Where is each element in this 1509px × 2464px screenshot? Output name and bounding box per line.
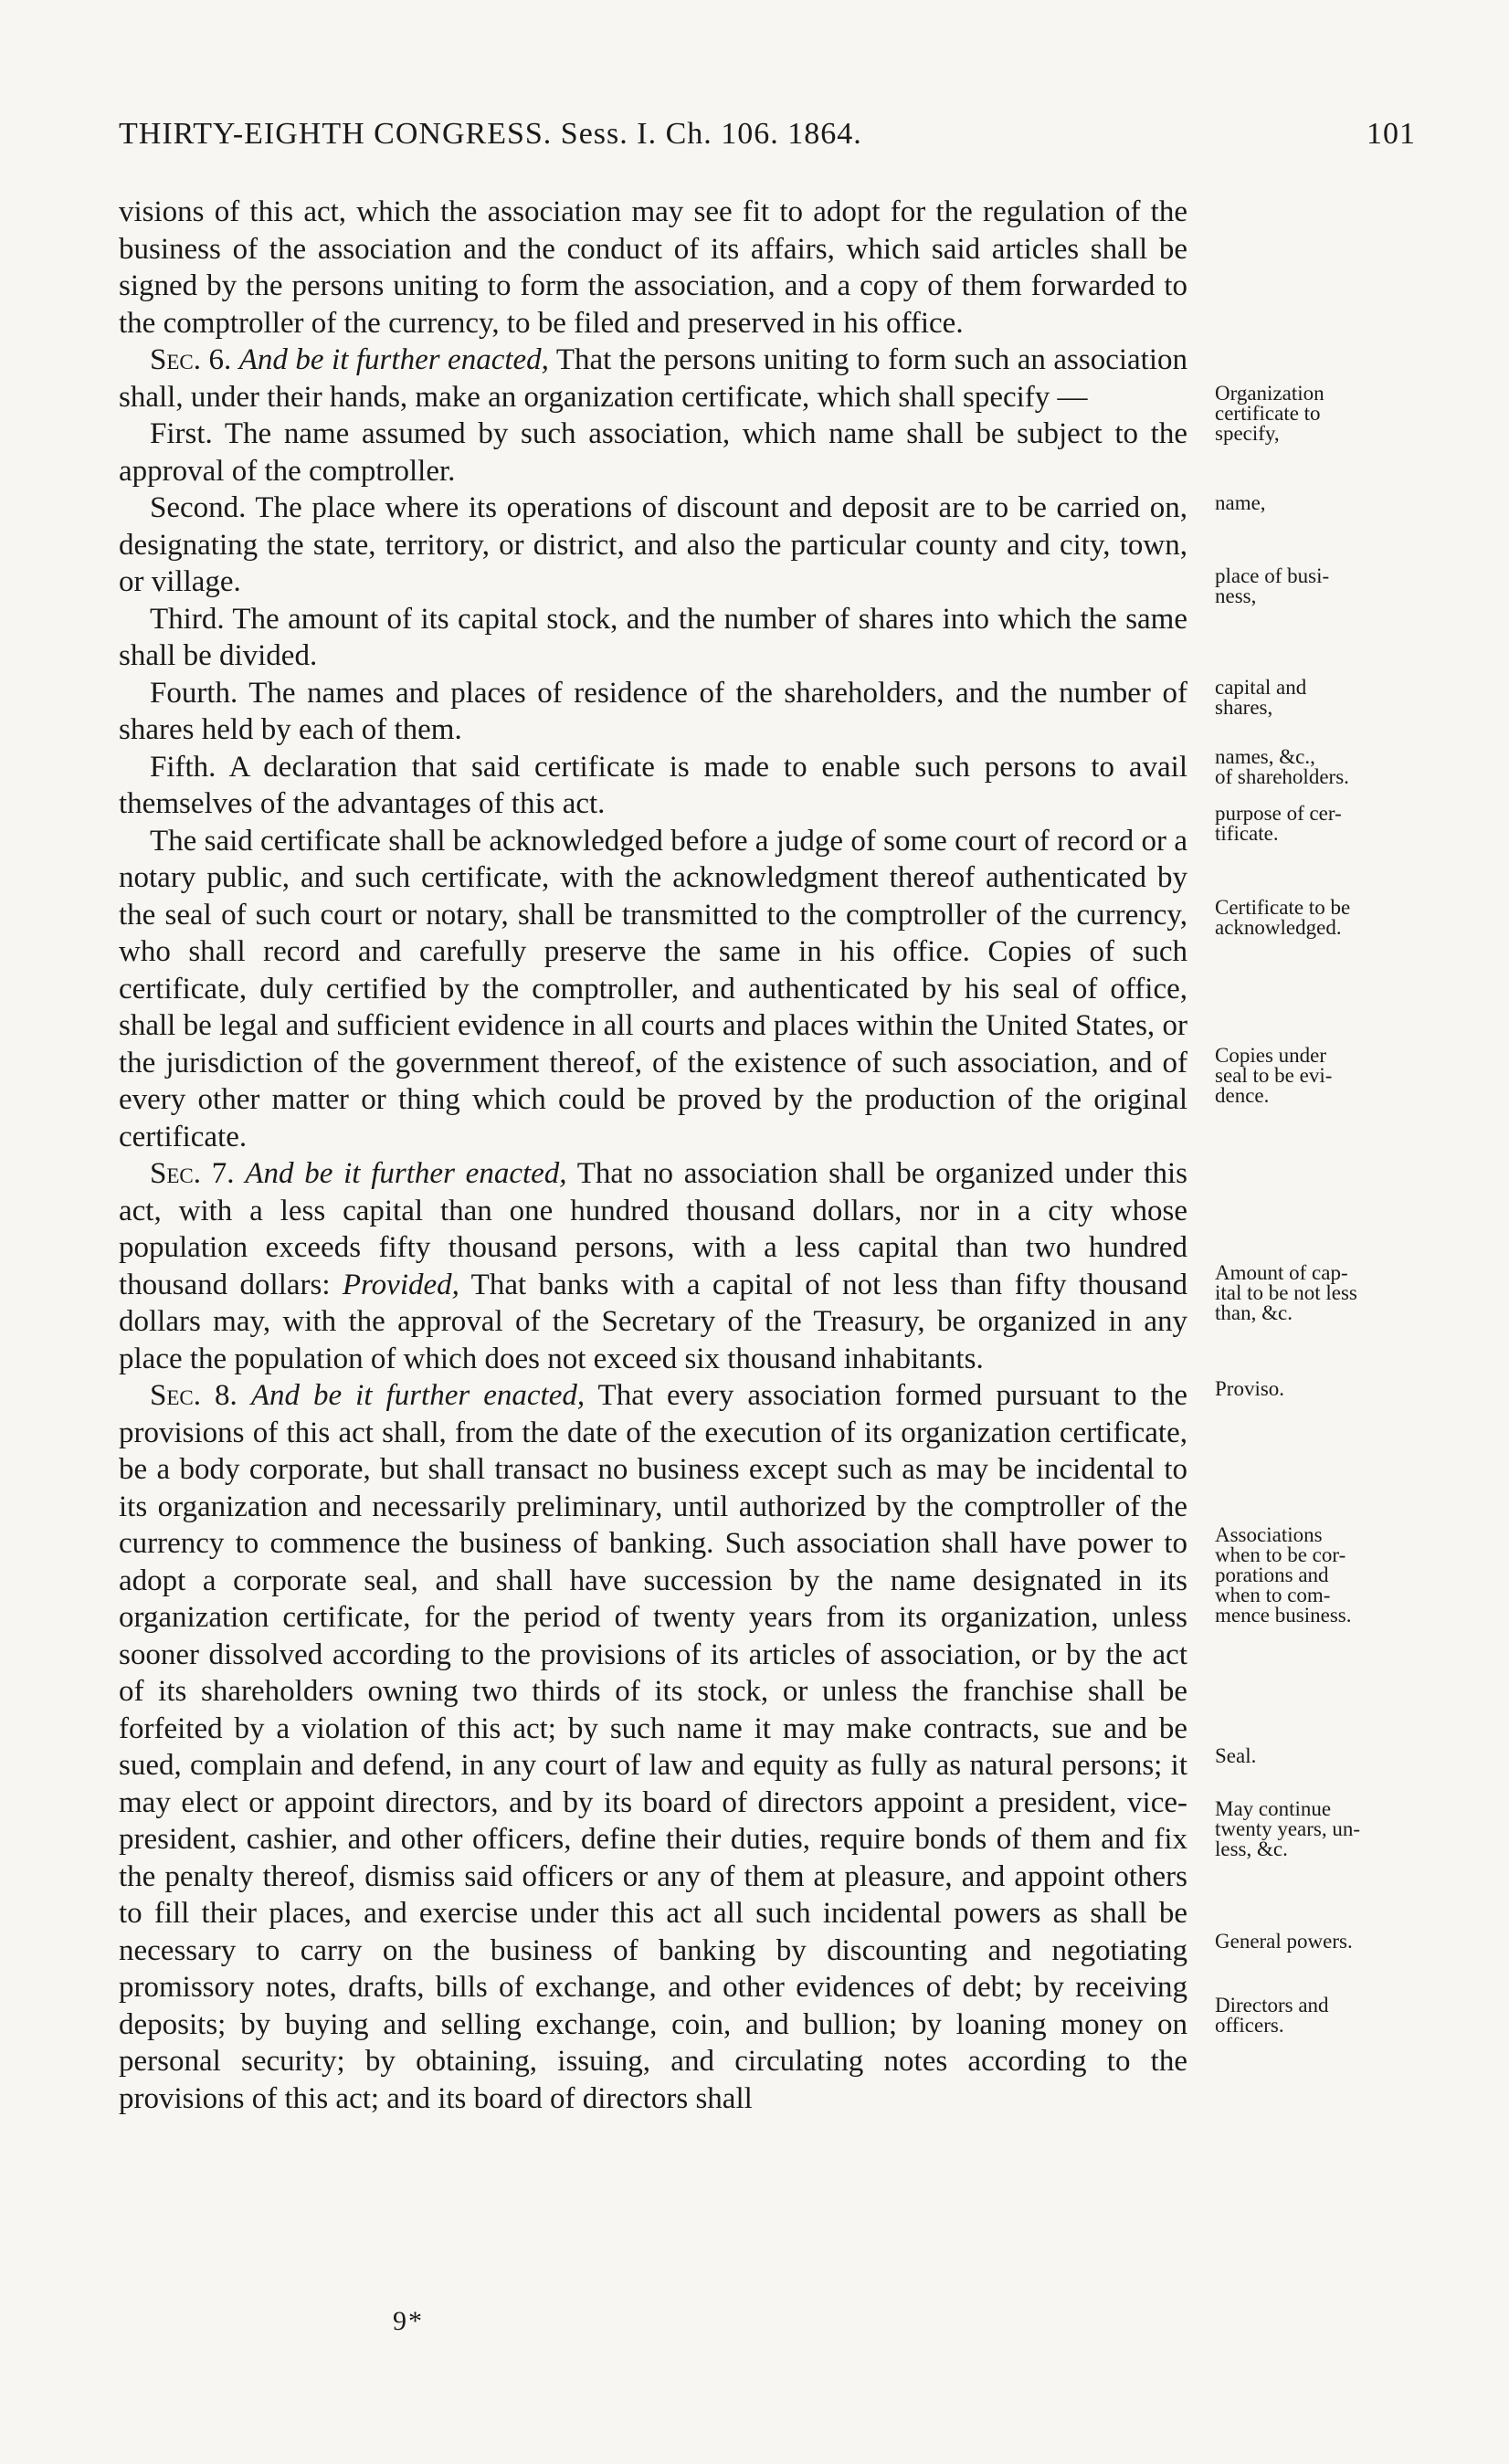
enacting-phrase: And be it further enacted, — [250, 1379, 586, 1412]
enacting-phrase: And be it further enacted, — [245, 1157, 567, 1190]
margin-note: Organization certificate to specify, — [1215, 382, 1324, 445]
item-first: First. The name assumed by such association, which name shall be subject to the approval of the comptroller. — [119, 417, 1187, 488]
section-text: That every association formed pursuant to the provisions of this act shall, from the date of the execution of its organization certificate, be a body corporate, but shall transact no business except such as may be incidental to its organization and necessarily preliminary, until authorized by the comptroller of the currency to commence the business of banking. Such association shall have power to adopt a corporate seal, and shall have succession by the name designated in its organization certificate, for the period of twenty years from its organization, unless sooner dissolved according to the provisions of its articles of association, or by the act of its shareholders owning two thirds of its stock, or unless the franchise shall be forfeited by a violation of this act; by such name it may make contracts, sue and be sued, complain and defend, in any court of law and equity as fully as natural persons; it may elect or appoint directors, and by its board of directors appoint a president, vice-president, cashier, and other officers, define their duties, require bonds of them and fix the penalty thereof, dismiss said officers or any of them at pleasure, and appoint others to fill their places, and exercise under this act all such incidental powers as shall be necessary to carry on the business of banking by discounting and negotiating promissory notes, drafts, bills of exchange, and other evidences of debt; by receiving deposits; by buying and selling exchange, coin, and bullion; by loaning money on personal security; by obtaining, issuing, and circulating notes according to the provisions of this act; and its board of directors shall — [119, 1379, 1188, 2115]
margin-note: Proviso. — [1215, 1377, 1285, 1400]
section-7 — [119, 1155, 1187, 1377]
running-header — [119, 117, 1416, 163]
section-label: Sec. 7. — [150, 1157, 235, 1190]
margin-note: Seal. — [1215, 1744, 1257, 1767]
section-text: That no association shall be organized under this act, with a less capital than one hundred thousand dollars, nor in a city whose population exceeds fifty thousand persons, with a less capital than two hundred thousand dollars: — [119, 1157, 1188, 1301]
proviso-word: Provided, — [342, 1268, 459, 1301]
section-label: Sec. 8. — [150, 1379, 237, 1412]
section-text: That banks with a capital of not less than fifty thousand dollars may, with the approval of the Secretary of the Treasury, be organized in any place the population of which does not exceed six thousand inhabitants. — [119, 1268, 1188, 1375]
margin-note: place of busi- ness, — [1215, 564, 1330, 607]
main-text — [119, 194, 1187, 2117]
item-fifth: Fifth. A declaration that said certificate is made to enable such persons to avail themselves of the advantages of this act. — [119, 750, 1187, 820]
margin-note: Amount of cap- ital to be not less than, &c. — [1215, 1261, 1357, 1324]
paragraph-continuation: visions of this act, which the association may see fit to adopt for the regulation of the business of the association and the conduct of its affairs, which said articles shall be signed by the persons uniting to form the association, and a copy of them forwarded to the comptroller of the currency, to be filed and preserved in his office. — [119, 195, 1187, 340]
margin-note: Directors and officers. — [1215, 1994, 1329, 2037]
margin-note: May continue twenty years, un- less, &c. — [1215, 1797, 1361, 1860]
certificate-paragraph: The said certificate shall be acknowledged before a judge of some court of record or a notary public, and such certificate, with the acknowledgment thereof authenticated by the seal of such court or notary, shall be transmitted to the comptroller of the currency, who shall record and carefully preserve the same in his office. Copies of such certificate, duly certified by the comptroller, and authenticated by his seal of office, shall be legal and sufficient evidence in all courts and places within the United States, or the jurisdiction of the government thereof, of the existence of such association, and of every other matter or thing which could be proved by the production of the original certificate. — [119, 824, 1187, 1153]
enacting-phrase: And be it further enacted, — [238, 343, 549, 376]
signature-mark: 9* — [393, 2306, 424, 2336]
margin-note: purpose of cer- tificate. — [1215, 802, 1342, 845]
margin-note: General powers. — [1215, 1930, 1353, 1953]
margin-note: Associations when to be cor- porations and when to com- mence business. — [1215, 1523, 1352, 1627]
page-number: 101 — [1367, 117, 1416, 151]
margin-note: Copies under seal to be evi- dence. — [1215, 1044, 1333, 1107]
header-title: THIRTY-EIGHTH CONGRESS. Sess. I. Ch. 106. 1864. — [119, 117, 862, 151]
section-8 — [119, 1377, 1187, 2117]
section-label: Sec. 6. — [150, 343, 232, 376]
margin-note: capital and shares, — [1215, 676, 1307, 719]
margin-note: name, — [1215, 491, 1266, 514]
margin-note: Certificate to be acknowledged. — [1215, 896, 1351, 939]
section-6 — [119, 342, 1187, 416]
item-third: Third. The amount of its capital stock, and the number of shares into which the same shall be divided. — [119, 602, 1187, 672]
item-second: Second. The place where its operations of discount and deposit are to be carried on, designating the state, territory, or district, and also the particular county and city, town, or village. — [119, 491, 1187, 598]
item-fourth: Fourth. The names and places of residence of the shareholders, and the number of shares held by each of them. — [119, 676, 1187, 746]
margin-note: names, &c., of shareholders. — [1215, 745, 1349, 788]
section-text: That the persons uniting to form such an association shall, under their hands, make an organization certificate, which shall specify — — [119, 343, 1188, 414]
